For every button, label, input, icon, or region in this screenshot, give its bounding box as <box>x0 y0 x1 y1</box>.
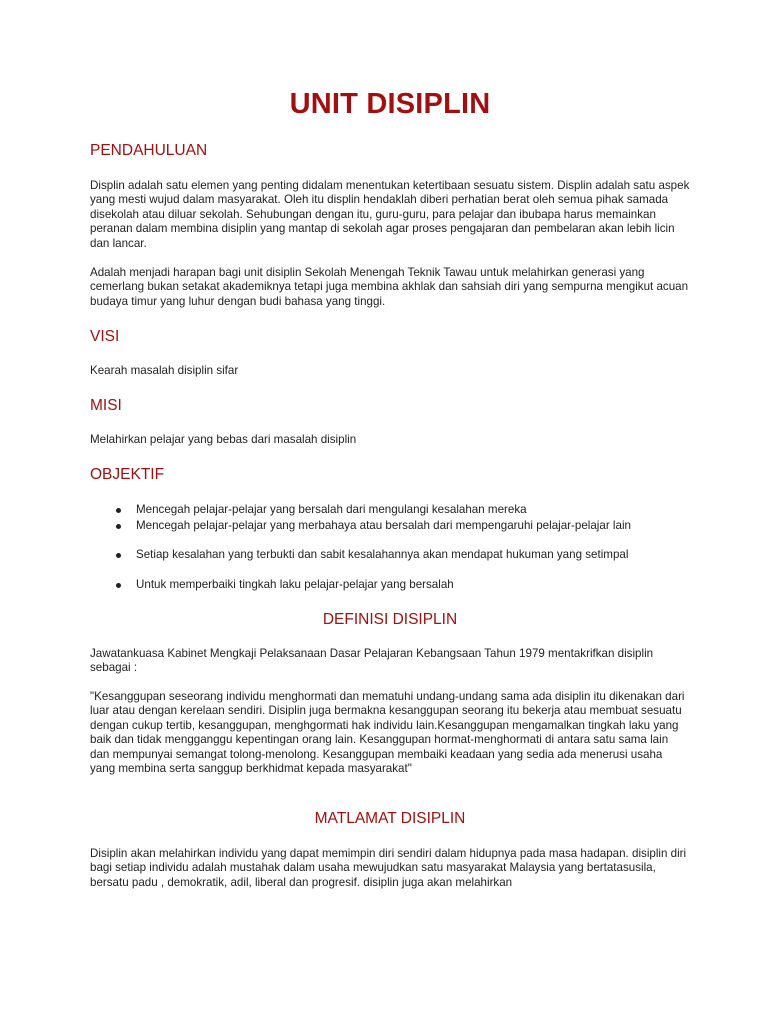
list-item <box>90 503 690 517</box>
bullet-icon <box>116 524 121 529</box>
definisi-paragraph-1: Jawatankuasa Kabinet Mengkaji Pelaksanaan Dasar Pelajaran Kebangsaan Tahun 1979 mentakrifkan disiplin sebagai : <box>90 647 654 675</box>
heading-definisi-disiplin: DEFINISI DISIPLIN <box>322 611 458 628</box>
heading-visi: VISI <box>90 328 120 345</box>
heading-objektif: OBJEKTIF <box>90 466 165 483</box>
bullet-icon <box>116 583 121 588</box>
heading-misi: MISI <box>90 397 122 414</box>
page-title: UNIT DISIPLIN <box>289 88 491 120</box>
list-item <box>90 519 690 533</box>
heading-matlamat-disiplin: MATLAMAT DISIPLIN <box>314 810 466 827</box>
bullet-icon <box>116 553 121 558</box>
definisi-paragraph-2: "Kesanggupan seseorang individu menghormati dan mematuhi undang-undang sama ada disiplin itu dikenakan dari luar atau dengan kerelaan sendiri. Disiplin juga bermakna kesanggupan seorang itu bekerja atau membuat sesuatu dengan cukup tertib, kesanggupan, menghgormati hak individu lain.Kesanggupan mengamalkan tingkah laku yang baik dan tidak mengganggu kepentingan orang lain. Kesanggupan hormat-menghormati di antara satu sama lain dan mempunyai semangat tolong-menolong. Kesanggupan membaiki keadaan yang sedia ada menerusi usaha yang membina serta sanggup berkhidmat kepada masyarakat" <box>90 690 685 776</box>
list-item <box>90 548 690 562</box>
objektif-item-text: Untuk memperbaiki tingkah laku pelajar-pelajar yang bersalah <box>136 578 454 591</box>
list-item <box>90 578 690 592</box>
pendahuluan-paragraph-2: Adalah menjadi harapan bagi unit disiplin Sekolah Menengah Teknik Tawau untuk melahirkan generasi yang cemerlang bukan setakat akademiknya tetapi juga membina akhlak dan sahsiah diri yang sempurna mengikut acuan budaya timur yang luhur dengan budi bahasa yang tinggi. <box>90 266 689 308</box>
heading-pendahuluan: PENDAHULUAN <box>90 142 208 159</box>
misi-text: Melahirkan pelajar yang bebas dari masalah disiplin <box>90 433 357 446</box>
objektif-item-text: Setiap kesalahan yang terbukti dan sabit kesalahannya akan mendapat hukuman yang setimpal <box>136 548 629 561</box>
objektif-item-text: Mencegah pelajar-pelajar yang merbahaya atau bersalah dari mempengaruhi pelajar-pelajar lain <box>136 519 631 532</box>
visi-text: Kearah masalah disiplin sifar <box>90 364 239 377</box>
matlamat-paragraph-1: Disiplin akan melahirkan individu yang dapat memimpin diri sendiri dalam hidupnya pada masa hadapan. disiplin diri bagi setiap individu adalah mustahak dalam usaha mewujudkan satu masyarakat Malaysia yang bertatasusila, bersatu padu , demokratik, adil, liberal dan progresif. disiplin juga akan melahirkan <box>90 847 687 889</box>
pendahuluan-paragraph-1: Displin adalah satu elemen yang penting didalam menentukan ketertibaan sesuatu sistem. Displin adalah satu aspek yang mesti wujud dalam masyarakat. Oleh itu displin hendaklah diberi perhatian berat oleh semua pihak samada disekolah atau diluar sekolah. Sehubungan dengan itu, guru-guru, para pelajar dan ibubapa harus memainkan peranan dalam membina disiplin yang mantap di sekolah agar proses pengajaran dan pembelaran akan lebih licin dan lancar. <box>90 179 690 250</box>
objektif-item-text: Mencegah pelajar-pelajar yang bersalah dari mengulangi kesalahan mereka <box>136 503 527 516</box>
bullet-icon <box>116 508 121 513</box>
